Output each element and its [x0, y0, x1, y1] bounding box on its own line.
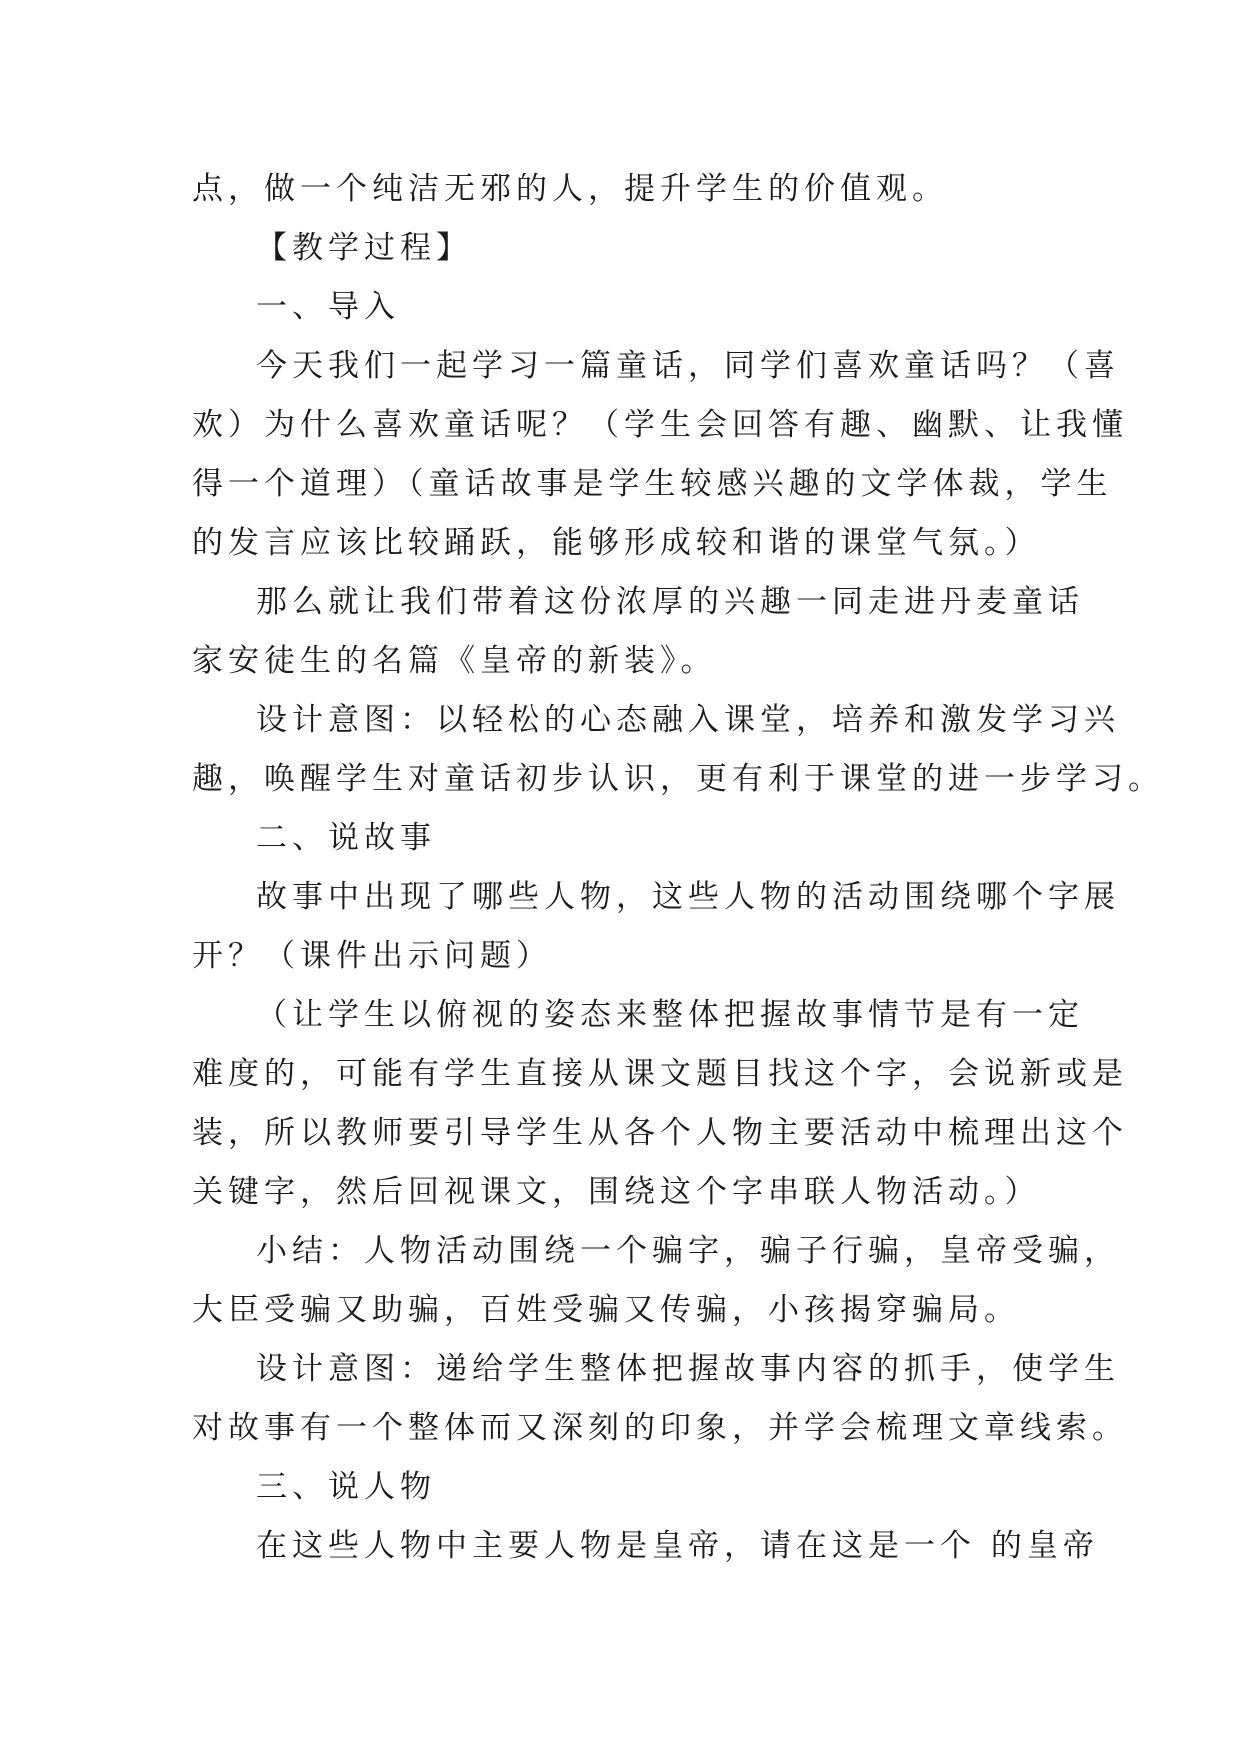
text-line: 今天我们一起学习一篇童话，同学们喜欢童话吗？（喜: [256, 348, 1120, 384]
text-line: 大臣受骗又助骗，百姓受骗又传骗，小孩揭穿骗局。: [192, 1292, 1020, 1328]
text-line: 【教学过程】: [256, 230, 472, 266]
text-line: 设计意图：以轻松的心态融入课堂，培养和激发学习兴: [256, 702, 1120, 738]
text-line: 得一个道理）（童话故事是学生较感兴趣的文学体裁，学生: [192, 466, 1113, 502]
text-line: 开？（课件出示问题）: [192, 938, 552, 974]
text-line: 那么就让我们带着这份浓厚的兴趣一同走进丹麦童话: [256, 584, 1084, 620]
text-line: （让学生以俯视的姿态来整体把握故事情节是有一定: [256, 997, 1084, 1033]
text-line: 二、说故事: [256, 820, 436, 856]
text-line: 一、导入: [256, 289, 400, 325]
text-line: 对故事有一个整体而又深刻的印象，并学会梳理文章线索。: [192, 1410, 1128, 1446]
text-line: 三、说人物: [256, 1469, 436, 1505]
text-line: 小结：人物活动围绕一个骗字，骗子行骗，皇帝受骗，: [256, 1233, 1120, 1269]
text-line: 装，所以教师要引导学生从各个人物主要活动中梳理出这个: [192, 1115, 1128, 1151]
document-body: [192, 160, 1164, 1576]
text-line: 关键字，然后回视课文，围绕这个字串联人物活动。）: [192, 1174, 1041, 1210]
text-line: 的发言应该比较踊跃，能够形成较和谐的课堂气氛。）: [192, 525, 1041, 561]
text-line: 点，做一个纯洁无邪的人，提升学生的价值观。: [192, 171, 948, 207]
text-line: 欢）为什么喜欢童话呢？（学生会回答有趣、幽默、让我懂: [192, 407, 1128, 443]
text-line: 趣，唤醒学生对童话初步认识，更有利于课堂的进一步学习。: [192, 761, 1164, 797]
text-line: 家安徒生的名篇《皇帝的新装》。: [192, 643, 717, 679]
text-line: 难度的，可能有学生直接从课文题目找这个字，会说新或是: [192, 1056, 1128, 1092]
text-line: 在这些人物中主要人物是皇帝，请在这是一个 的皇帝: [256, 1528, 1099, 1564]
text-line: 故事中出现了哪些人物，这些人物的活动围绕哪个字展: [256, 879, 1120, 915]
text-line: 设计意图：递给学生整体把握故事内容的抓手，使学生: [256, 1351, 1120, 1387]
